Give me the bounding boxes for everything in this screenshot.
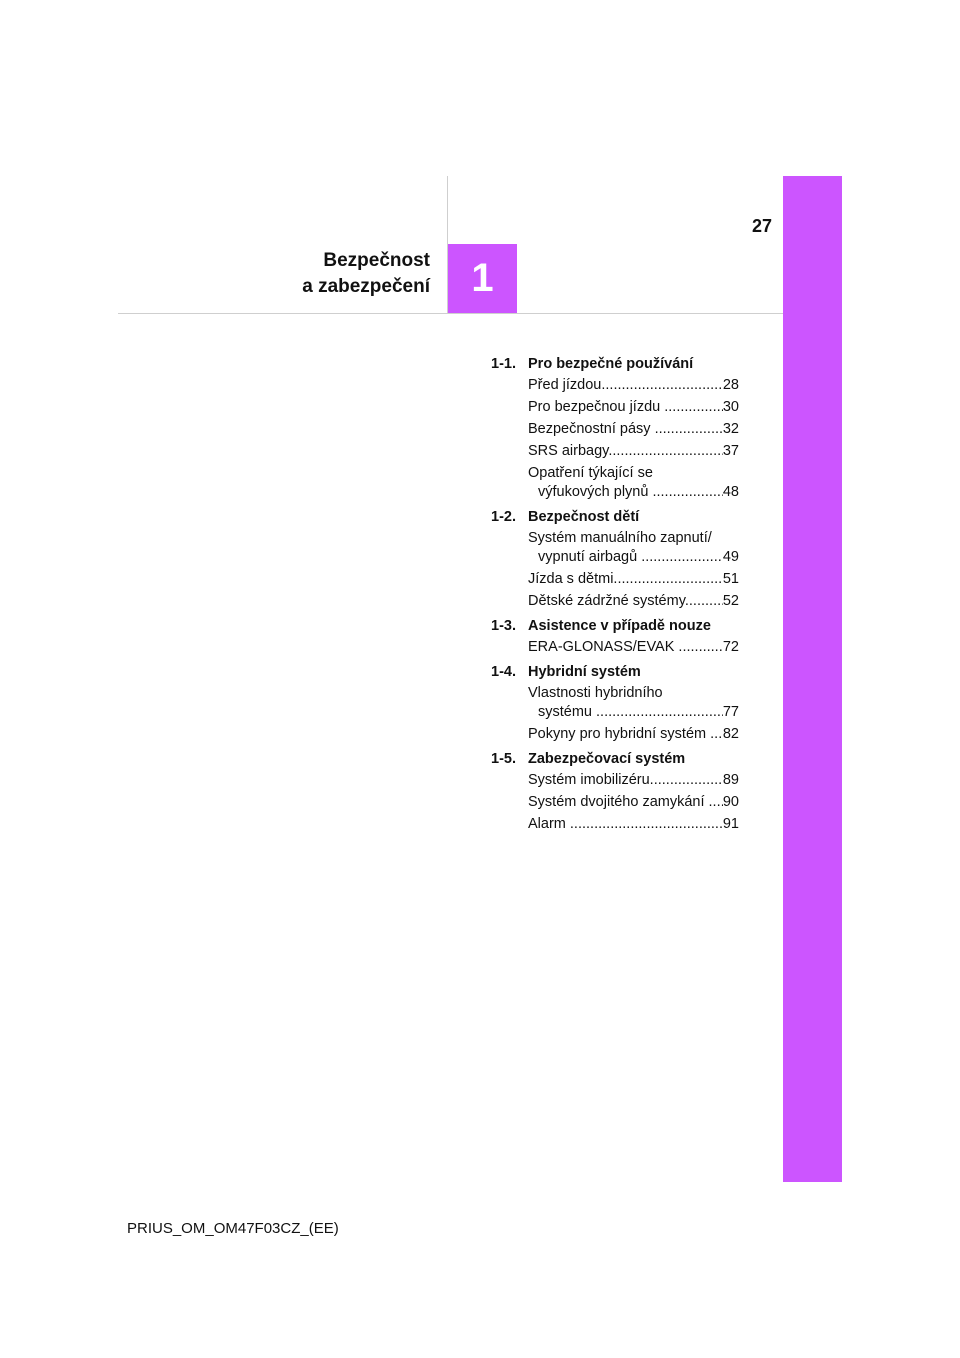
toc-entry[interactable] xyxy=(491,464,739,502)
toc-entry-page-number: 91 xyxy=(722,816,739,832)
toc-entry[interactable] xyxy=(491,529,739,567)
header-horizontal-rule xyxy=(118,313,783,314)
toc-entry-label-line xyxy=(528,725,723,744)
toc-entry[interactable] xyxy=(491,684,739,722)
toc-entry-page-number: 48 xyxy=(722,484,739,500)
toc-entry-label: Jízda s dětmi ..... xyxy=(528,571,723,587)
toc-section-title: Pro bezpečné používání xyxy=(528,356,694,372)
toc-entry-page-number: 30 xyxy=(722,399,739,415)
toc-entry[interactable] xyxy=(491,725,739,744)
toc-entry-text xyxy=(528,815,723,834)
toc-entry-label: Systém manuálního zapnutí/ xyxy=(528,530,712,546)
page-number: 27 xyxy=(751,216,772,236)
toc-entry-page-number: 37 xyxy=(722,443,739,459)
toc-entry-text xyxy=(528,442,723,461)
toc-entry-text xyxy=(528,725,723,744)
toc-entry[interactable] xyxy=(491,815,739,834)
toc-entry-label-line xyxy=(528,420,723,439)
toc-entry-label: Bezpečnostní pásy ..... xyxy=(528,421,723,437)
toc-entry-label: výfukových plynů ..... xyxy=(538,484,723,500)
toc-section-number: 1-5. xyxy=(491,751,516,767)
toc-section-heading[interactable] xyxy=(491,614,739,638)
toc-entry-page-number: 90 xyxy=(722,794,739,810)
toc-section-number: 1-3. xyxy=(491,618,516,634)
toc-entry-label-line xyxy=(528,376,723,395)
toc-entry-page-number: 51 xyxy=(722,571,739,587)
toc-entry-text xyxy=(528,529,723,567)
toc-entry-label: Před jízdou ..... xyxy=(528,377,723,393)
toc-entry-page-number: 32 xyxy=(722,421,739,437)
toc-section-title: Hybridní systém xyxy=(528,664,641,680)
toc-section-title: Asistence v případě nouze xyxy=(528,618,711,634)
toc-entry-page-number: 28 xyxy=(722,377,739,393)
toc-entry[interactable] xyxy=(491,398,739,417)
toc-entry-label-line xyxy=(528,815,723,834)
toc-entry[interactable] xyxy=(491,570,739,589)
toc-entry-label-line xyxy=(528,442,723,461)
toc-entry[interactable] xyxy=(491,420,739,439)
toc-entry-label-line xyxy=(528,771,723,790)
toc-entry-label-wrap-line xyxy=(528,529,723,548)
toc-section-heading[interactable] xyxy=(491,505,739,529)
toc-entry-label: Opatření týkající se xyxy=(528,465,653,481)
toc-entry-label-line xyxy=(528,570,723,589)
toc-entry[interactable] xyxy=(491,771,739,790)
toc-section-title: Bezpečnost dětí xyxy=(528,509,640,525)
toc-entry-label-line xyxy=(528,592,723,611)
toc-entry-label-wrap-line xyxy=(528,464,723,483)
toc-section-heading[interactable] xyxy=(491,747,739,771)
toc-entry-page-number: 72 xyxy=(722,639,739,655)
toc-section-heading[interactable] xyxy=(491,352,739,376)
toc-entry[interactable] xyxy=(491,376,739,395)
toc-entry-text xyxy=(528,420,723,439)
chapter-number-box xyxy=(448,244,517,313)
toc-entry-text xyxy=(528,638,723,657)
toc-entry-label: Dětské zádržné systémy ..... xyxy=(528,593,723,609)
footer-document-code: PRIUS_OM_OM47F03CZ_(EE) xyxy=(127,1220,339,1237)
toc-entry-text xyxy=(528,376,723,395)
toc-entry-label-line xyxy=(528,638,723,657)
toc-entry-page-number: 49 xyxy=(722,549,739,565)
toc-entry-text xyxy=(528,793,723,812)
toc-entry-page-number: 82 xyxy=(722,726,739,742)
toc-entry-text xyxy=(528,398,723,417)
table-of-contents xyxy=(491,352,739,837)
chapter-number: 1 xyxy=(471,256,494,300)
toc-entry-text xyxy=(528,771,723,790)
toc-entry-label: Vlastnosti hybridního xyxy=(528,685,663,701)
toc-entry[interactable] xyxy=(491,442,739,461)
toc-entry-page-number: 52 xyxy=(722,593,739,609)
toc-section-number: 1-1. xyxy=(491,356,516,372)
toc-entry-page-number: 89 xyxy=(722,772,739,788)
toc-entry-label-line xyxy=(528,793,723,812)
toc-entry-text xyxy=(528,464,723,502)
toc-entry-label-line xyxy=(528,398,723,417)
toc-entry-label: Systém dvojitého zamykání ..... xyxy=(528,794,723,810)
toc-entry-text xyxy=(528,570,723,589)
toc-entry-label: SRS airbagy ..... xyxy=(528,443,723,459)
chapter-title-line-2: a zabezpečení xyxy=(302,276,430,297)
toc-entry-label: systému ..... xyxy=(538,704,723,720)
toc-entry-label: Pokyny pro hybridní systém ..... xyxy=(528,726,723,742)
toc-entry-page-number: 77 xyxy=(722,704,739,720)
toc-entry-label-line xyxy=(528,548,723,567)
toc-section-heading[interactable] xyxy=(491,660,739,684)
toc-entry-label: vypnutí airbagů ..... xyxy=(538,549,723,565)
toc-section-number: 1-2. xyxy=(491,509,516,525)
toc-entry[interactable] xyxy=(491,793,739,812)
chapter-side-tab xyxy=(783,176,842,1182)
toc-section-number: 1-4. xyxy=(491,664,516,680)
toc-entry-label: ERA-GLONASS/EVAK ..... xyxy=(528,639,723,655)
toc-entry-label-wrap-line xyxy=(528,684,723,703)
toc-entry[interactable] xyxy=(491,592,739,611)
toc-entry-text xyxy=(528,684,723,722)
toc-section-title: Zabezpečovací systém xyxy=(528,751,686,767)
toc-entry-label-line xyxy=(528,483,723,502)
toc-entry-label: Alarm ..... xyxy=(528,816,723,832)
toc-entry-label: Systém imobilizéru ..... xyxy=(528,772,723,788)
chapter-title xyxy=(302,248,430,300)
toc-entry-text xyxy=(528,592,723,611)
toc-entry-label: Pro bezpečnou jízdu ..... xyxy=(528,399,723,415)
toc-entry-label-line xyxy=(528,703,723,722)
chapter-title-line-1: Bezpečnost xyxy=(323,250,430,271)
toc-entry[interactable] xyxy=(491,638,739,657)
